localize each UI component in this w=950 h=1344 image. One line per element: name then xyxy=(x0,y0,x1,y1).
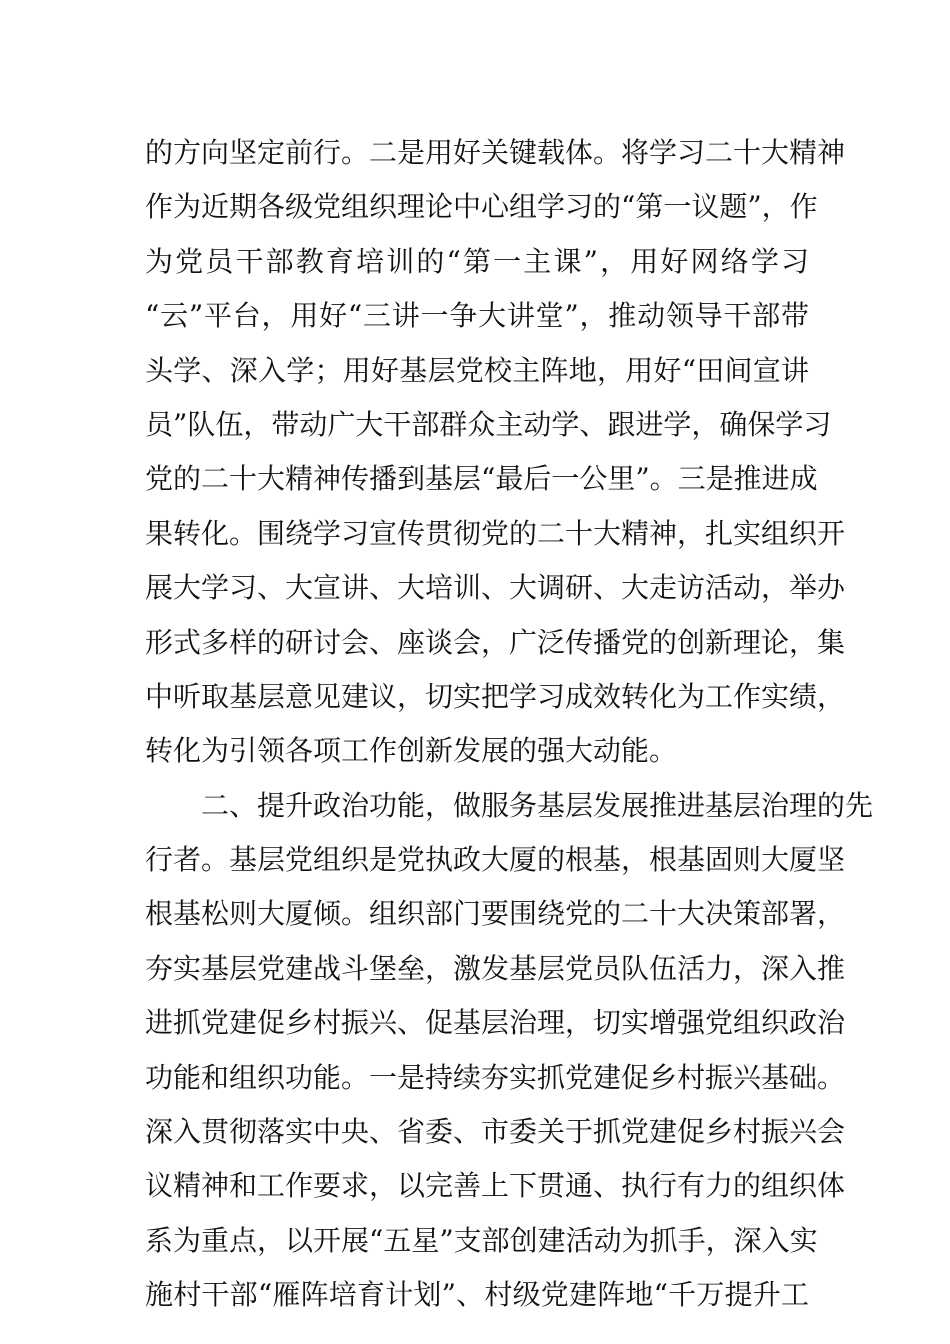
text-line: 行者。基层党组织是党执政大厦的根基，根基固则大厦坚 xyxy=(145,843,846,877)
text-line: 系为重点，以开展“五星”支部创建活动为抓手，深入实 xyxy=(145,1223,818,1257)
text-line: “云”平台，用好“三讲一争大讲堂”，推动领导干部带 xyxy=(145,299,809,333)
text-line: 的方向坚定前行。二是用好关键载体。将学习二十大精神 xyxy=(145,136,846,169)
text-line: 果转化。围绕学习宣传贯彻党的二十大精神，扎实组织开 xyxy=(145,516,846,550)
text-line: 员”队伍，带动广大干部群众主动学、跟进学，确保学习 xyxy=(145,407,832,441)
text-line: 施村干部“雁阵培育计划”、村级党建阵地“千万提升工 xyxy=(145,1278,809,1312)
text-line: 头学、深入学；用好基层党校主阵地，用好“田间宣讲 xyxy=(145,353,809,387)
text-line: 功能和组织功能。一是持续夯实抓党建促乡村振兴基础。 xyxy=(145,1060,846,1094)
text-line: 议精神和工作要求，以完善上下贯通、执行有力的组织体 xyxy=(145,1169,846,1203)
text-line: 作为近期各级党组织理论中心组学习的“第一议题”，作 xyxy=(145,190,818,224)
text-line: 展大学习、大宣讲、大培训、大调研、大走访活动，举办 xyxy=(145,571,846,605)
body-text xyxy=(145,126,874,1323)
text-line: 中听取基层意见建议，切实把学习成效转化为工作实绩， xyxy=(145,679,846,713)
text-line: 深入贯彻落实中央、省委、市委关于抓党建促乡村振兴会 xyxy=(145,1115,846,1149)
section-heading-line: 二、提升政治功能，做服务基层发展推进基层治理的先 xyxy=(201,788,874,822)
text-line: 进抓党建促乡村振兴、促基层治理，切实增强党组织政治 xyxy=(145,1006,846,1040)
paragraph-end-line: 转化为引领各项工作创新发展的强大动能。 xyxy=(145,734,678,768)
text-line: 夯实基层党建战斗堡垒，激发基层党员队伍活力，深入推 xyxy=(145,951,846,985)
text-line: 根基松则大厦倾。组织部门要围绕党的二十大决策部署， xyxy=(145,897,846,931)
text-line: 形式多样的研讨会、座谈会，广泛传播党的创新理论，集 xyxy=(145,625,846,659)
text-line: 党的二十大精神传播到基层“最后一公里”。三是推进成 xyxy=(145,462,818,496)
text-line: 为党员干部教育培训的“第一主课”，用好网络学习 xyxy=(145,244,809,278)
